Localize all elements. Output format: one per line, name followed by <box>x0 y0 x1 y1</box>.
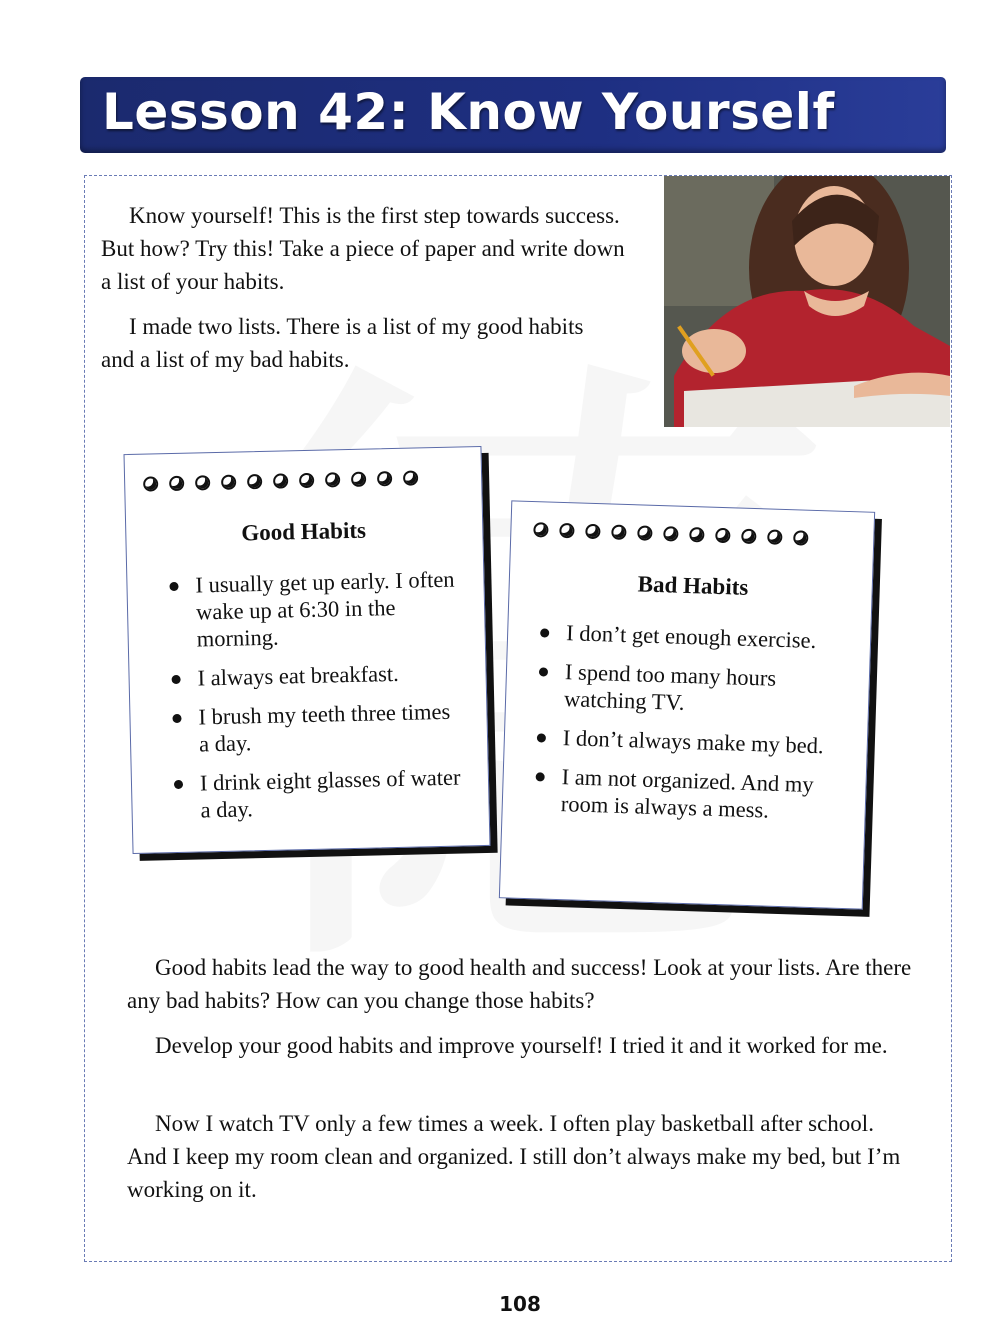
notebook-rings <box>143 470 418 491</box>
page-number: 108 <box>499 1292 541 1316</box>
ring-icon <box>403 470 418 485</box>
bad-habits-card <box>499 500 875 909</box>
ring-icon <box>767 529 782 544</box>
good-habits-title: Good Habits <box>241 517 367 546</box>
ring-icon <box>299 473 314 488</box>
ring-icon <box>689 527 704 542</box>
lesson-title-bar <box>80 77 946 153</box>
ring-icon <box>247 474 262 489</box>
intro-paragraph-2: I made two lists. There is a list of my good habits and a list of my bad habits. <box>101 314 584 372</box>
photo-illustration <box>664 176 950 427</box>
ring-icon <box>377 471 392 486</box>
lesson-title: Lesson 42: Know Yourself <box>102 83 835 141</box>
ring-icon <box>637 525 652 540</box>
good-habits-list <box>167 566 463 837</box>
body-paragraph-3: Now I watch TV only a few times a week. I often play basketball after school. And I keep my room clean and organized. I still don’t always make my bed, but I’m working on it. <box>127 1111 901 1202</box>
good-habit-item: I usually get up early. I often wake up at 6:30 in the morning. <box>167 566 459 654</box>
ring-icon <box>533 522 548 537</box>
good-habit-item: I drink eight glasses of water a day. <box>172 764 463 825</box>
bad-habit-item: I am not organized. And my room is always a mess. <box>532 762 846 826</box>
bad-habit-item: I don’t get enough exercise. <box>538 618 851 655</box>
ring-icon <box>611 525 626 540</box>
ring-icon <box>793 530 808 545</box>
good-habit-item: I always eat breakfast. <box>169 659 460 693</box>
ring-icon <box>715 528 730 543</box>
ring-icon <box>195 475 210 490</box>
good-habit-item: I brush my teeth three times a day. <box>170 698 461 759</box>
ring-icon <box>143 476 158 491</box>
ring-icon <box>663 526 678 541</box>
girl-writing-photo <box>664 176 950 427</box>
bad-habit-item: I don’t always make my bed. <box>535 723 848 760</box>
ring-icon <box>273 473 288 488</box>
ring-icon <box>325 472 340 487</box>
good-habits-card <box>124 446 491 854</box>
ring-icon <box>559 523 574 538</box>
ring-icon <box>221 475 236 490</box>
ring-icon <box>585 524 600 539</box>
body-paragraph-1: Good habits lead the way to good health and success! Look at your lists. Are there any bad habits? How can you change those habits? <box>127 955 912 1013</box>
ring-icon <box>351 472 366 487</box>
notebook-rings <box>533 522 808 546</box>
ring-icon <box>741 529 756 544</box>
ring-icon <box>169 476 184 491</box>
intro-paragraph-1: Know yourself! This is the first step towards success. But how? Try this! Take a piece of paper and write down a list of your habits. <box>101 203 625 294</box>
bad-habit-item: I spend too many hours watching TV. <box>536 657 850 721</box>
body-paragraph-2: Develop your good habits and improve yourself! I tried it and it worked for me. <box>155 1033 888 1058</box>
bad-habits-title: Bad Habits <box>637 571 749 600</box>
bad-habits-list <box>532 618 850 838</box>
